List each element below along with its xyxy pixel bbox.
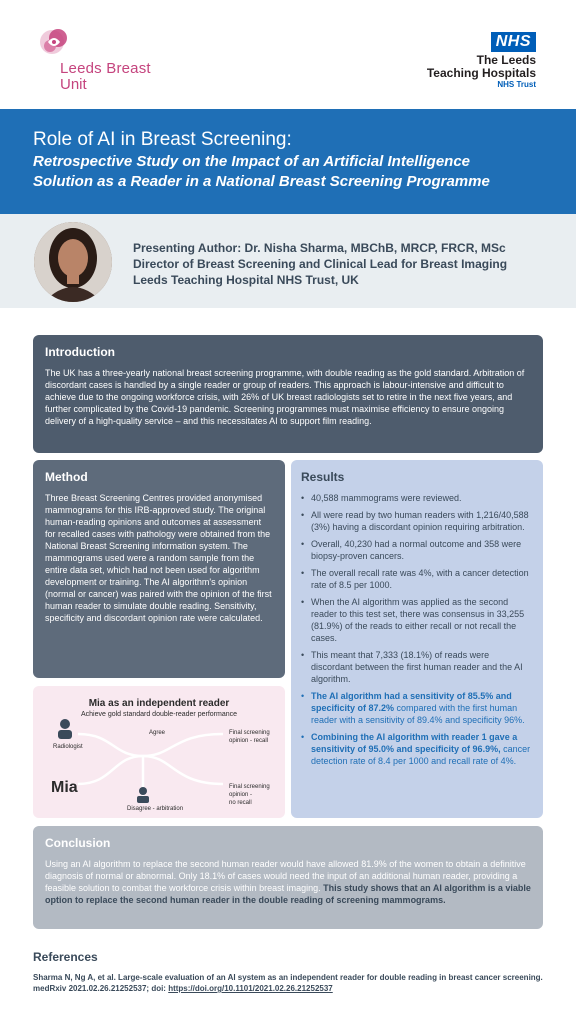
results-panel <box>291 460 543 818</box>
final-norecall-label-2: opinion - <box>229 792 253 798</box>
list-item: • Overall, 40,230 had a normal outcome and 358 were biopsy-proven cancers. <box>301 538 533 562</box>
poster-subtitle-line2: Solution as a Reader in a National Breast Screening Programme <box>33 173 490 190</box>
method-panel <box>33 460 285 678</box>
author-name: Presenting Author: Dr. Nisha Sharma, MBChB, MRCP, FRCR, MSc <box>133 241 506 255</box>
leeds-breast-unit-logo <box>32 28 162 94</box>
reference-doi-link[interactable]: https://doi.org/10.1101/2021.02.26.21252537 <box>168 984 333 993</box>
flower-logo-icon <box>38 28 78 64</box>
nhs-trust-logo <box>406 32 536 92</box>
conclusion-emphasis: This study shows that an AI algorithm is a viable option to replace the second human reader in the double reading of screening mammograms. <box>45 883 531 905</box>
poster-subtitle-line1: Retrospective Study on the Impact of an Artificial Intelligence <box>33 153 471 170</box>
diagram-title: Mia as an independent reader <box>88 698 230 709</box>
final-recall-label-2: opinion - recall <box>229 738 269 744</box>
author-photo-icon <box>34 222 112 302</box>
final-norecall-label-1: Final screening <box>229 784 270 790</box>
highlight-2-rest: cancer detection rate of 8.4 per 1000 and recall rate of 4%. <box>311 744 531 766</box>
method-body: Three Breast Screening Centres provided anonymised mammograms for this IRB-approved study. The original human-reading opinions and outcomes at assessment for recalled cases with pathology were obtained from the National Breast Screening information system. The mammograms used were a random sample from the entire data set, which had not been used for algorithm development or training. The AI algorithm's opinion (normal or cancer) was paired with the opinion of the first human reader to simulate double reading. Sensitivity, specificity and discordant opinion rate were calculated. <box>45 493 272 623</box>
author-affiliation: Leeds Teaching Hospital NHS Trust, UK <box>133 273 359 287</box>
trust-name-line1: The Leeds <box>476 53 536 67</box>
conclusion-heading: Conclusion <box>45 836 111 850</box>
poster-title: Role of AI in Breast Screening: <box>33 129 292 150</box>
conclusion-panel <box>33 826 543 929</box>
list-item-highlight-1 <box>301 690 533 726</box>
poster-header <box>0 0 576 108</box>
introduction-body: The UK has a three-yearly national breast screening programme, with double reading as the gold standard. Arbitration of discordant cases is handled by a single reader or group of readers. This approach is labour-intensive and difficult to achieve due to the ongoing workforce crisis, with 26% of UK breast radiologists set to retire in the next five years, and further complicated by the Covid-19 pandemic. Screening programmes must maximise efficiency to ensure ongoing delivery of a high-quality service – and this necessitates AI to support film reading. <box>45 368 525 426</box>
mia-logo: Mia <box>51 779 78 796</box>
mia-diagram <box>33 686 285 818</box>
highlight-1-bold: The AI algorithm had a sensitivity of 85.5% and specificity of 87.2% <box>311 691 512 713</box>
logo-text-line1: Leeds Breast <box>60 60 151 77</box>
trust-label: NHS Trust <box>497 80 536 89</box>
author-details <box>133 240 507 288</box>
conclusion-text: Using an AI algorithm to replace the second human reader would have allowed 81.9% of the women to obtain a definitive diagnosis of normal or abnormal. Only 18.1% of cases would need the input of an additional human reader, providing a feasible solution to combat the workforce crisis within breast imaging. <box>45 859 526 893</box>
conclusion-body <box>45 858 531 906</box>
introduction-heading: Introduction <box>45 345 115 359</box>
arbitrator-icon <box>137 787 149 803</box>
results-heading: Results <box>301 470 345 484</box>
list-item: • This meant that 7,333 (18.1%) of reads were discordant between the first human reader and the AI algorithm. <box>301 649 533 685</box>
method-heading: Method <box>45 470 88 484</box>
introduction-panel <box>33 335 543 453</box>
radiologist-icon <box>58 719 72 739</box>
diagram-subtitle: Achieve gold standard double-reader performance <box>80 711 238 718</box>
final-recall-label-1: Final screening <box>229 730 270 736</box>
trust-name-line2: Teaching Hospitals <box>426 66 536 80</box>
list-item: • The overall recall rate was 4%, with a cancer detection rate of 8.5 per 1000. <box>301 567 533 591</box>
highlight-1-rest: compared with the first human reader with a sensitivity of 89.4% and specificity 96%. <box>311 703 525 725</box>
results-list <box>301 492 533 767</box>
list-item: • All were read by two human readers with 1,216/40,588 (3%) having a discordant opinion requiring arbitration. <box>301 509 533 533</box>
author-avatar <box>34 222 112 302</box>
list-item: • When the AI algorithm was applied as the second reader to this test set, there was consensus in 33,255 (81.9%) of the reads to either recall or not recall the cases. <box>301 596 533 644</box>
author-role: Director of Breast Screening and Clinical Lead for Breast Imaging <box>133 257 508 271</box>
nhs-badge: NHS <box>491 32 536 52</box>
references-heading: References <box>33 950 98 964</box>
list-item: • 40,588 mammograms were reviewed. <box>301 492 533 504</box>
list-item-highlight-2 <box>301 731 533 767</box>
final-norecall-label-3: no recall <box>229 800 252 806</box>
title-band <box>0 109 576 214</box>
reference-citation: Sharma N, Ng A, et al. Large-scale evaluation of an AI system as an independent reader for double reading in breast cancer screening. medRxiv 2021.02.26.21252537; doi: <box>33 973 543 993</box>
logo-text-line2: Unit <box>60 76 87 93</box>
highlight-2-bold: Combining the AI algorithm with reader 1 gave a sensitivity of 95.0% and specificity of 96.9%, <box>311 732 518 754</box>
radiologist-label: Radiologist <box>53 744 83 750</box>
agree-label: Agree <box>149 730 166 736</box>
disagree-label: Disagree - arbitration <box>127 806 184 812</box>
references-text <box>33 972 543 994</box>
